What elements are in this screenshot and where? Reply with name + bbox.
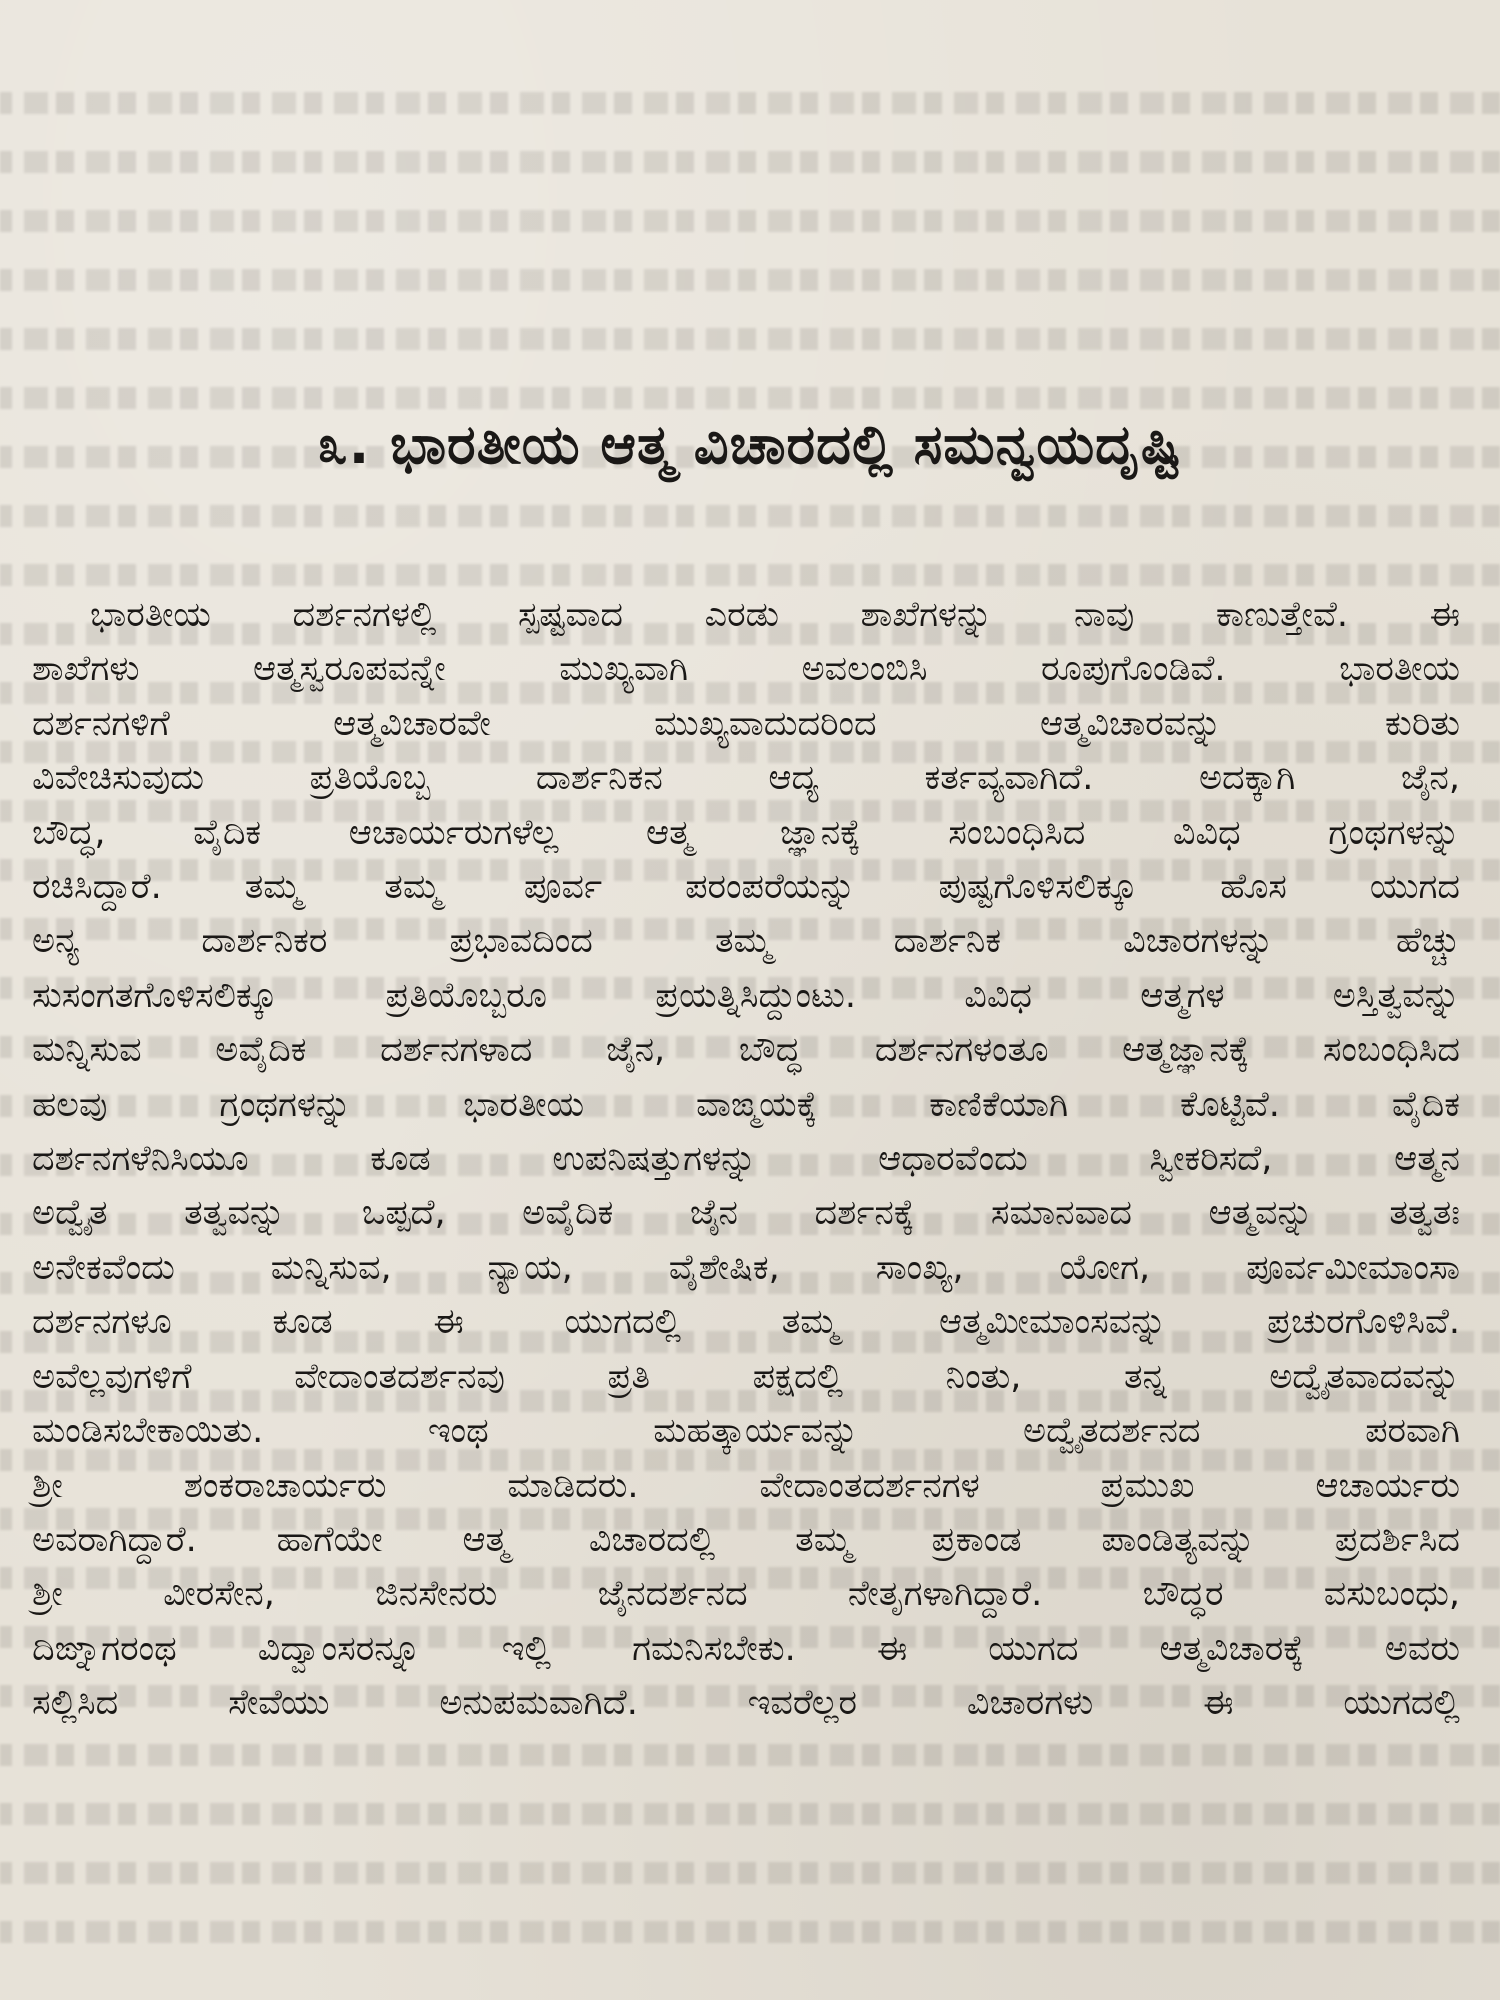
paragraph-line: ಅನ್ಯ ದಾರ್ಶನಿಕರ ಪ್ರಭಾವದಿಂದ ತಮ್ಮ ದಾರ್ಶನಿಕ ವಿಚಾರಗಳನ್ನು ಹೆಚ್ಚು (32, 921, 1460, 962)
paragraph-line: ಅನೇಕವೆಂದು ಮನ್ನಿಸುವ, ನ್ಯಾಯ, ವೈಶೇಷಿಕ, ಸಾಂಖ್ಯ, ಯೋಗ, ಪೂರ್ವಮೀಮಾಂಸಾ (32, 1247, 1460, 1288)
paragraph-line: ಅದ್ವೈತ ತತ್ವವನ್ನು ಒಪ್ಪದೆ, ಅವೈದಿಕ ಜೈನ ದರ್ಶನಕ್ಕೆ ಸಮಾನವಾದ ಆತ್ಮವನ್ನು ತತ್ವತಃ (32, 1193, 1460, 1234)
ghost-line (0, 387, 1500, 409)
paragraph-line: ಮಂಡಿಸಬೇಕಾಯಿತು. ಇಂಥ ಮಹತ್ಕಾರ್ಯವನ್ನು ಅದ್ವೈತದರ್ಶನದ ಪರವಾಗಿ (32, 1411, 1460, 1452)
paragraph-line: ವಿವೇಚಿಸುವುದು ಪ್ರತಿಯೊಬ್ಬ ದಾರ್ಶನಿಕನ ಆದ್ಯ ಕರ್ತವ್ಯವಾಗಿದೆ. ಅದಕ್ಕಾಗಿ ಜೈನ, (32, 758, 1460, 799)
ghost-line (0, 210, 1500, 232)
paragraph-line: ಶ್ರೀ ವೀರಸೇನ, ಜಿನಸೇನರು ಜೈನದರ್ಶನದ ನೇತೃಗಳಾಗಿದ್ದಾರೆ. ಬೌದ್ಧರ ವಸುಬಂಧು, (32, 1574, 1460, 1615)
paragraph-line: ಸುಸಂಗತಗೊಳಿಸಲಿಕ್ಕೂ ಪ್ರತಿಯೊಬ್ಬರೂ ಪ್ರಯತ್ನಿಸಿದ್ದುಂಟು. ವಿವಿಧ ಆತ್ಮಗಳ ಅಸ್ತಿತ್ವವನ್ನು (32, 975, 1460, 1016)
chapter-heading: ೩. ಭಾರತೀಯ ಆತ್ಮ ವಿಚಾರದಲ್ಲಿ ಸಮನ್ವಯದೃಷ್ಟಿ (317, 413, 1183, 476)
ghost-line (0, 151, 1500, 173)
ghost-line (0, 1921, 1500, 1943)
ghost-line (0, 1862, 1500, 1884)
paragraph-line: ರಚಿಸಿದ್ದಾರೆ. ತಮ್ಮ ತಮ್ಮ ಪೂರ್ವ ಪರಂಪರೆಯನ್ನು ಪುಷ್ಟಗೊಳಿಸಲಿಕ್ಕೂ ಹೊಸ ಯುಗದ (32, 867, 1460, 908)
ghost-line (0, 328, 1500, 350)
paragraph-line: ಬೌದ್ಧ, ವೈದಿಕ ಆಚಾರ್ಯರುಗಳೆಲ್ಲ ಆತ್ಮ ಜ್ಞಾನಕ್ಕೆ ಸಂಬಂಧಿಸಿದ ವಿವಿಧ ಗ್ರಂಥಗಳನ್ನು (32, 812, 1460, 853)
paragraph-line: ದರ್ಶನಗಳಿಗೆ ಆತ್ಮವಿಚಾರವೇ ಮುಖ್ಯವಾದುದರಿಂದ ಆತ್ಮವಿಚಾರವನ್ನು ಕುರಿತು (32, 703, 1460, 744)
paragraph-line: ಭಾರತೀಯ ದರ್ಶನಗಳಲ್ಲಿ ಸ್ಪಷ್ಟವಾದ ಎರಡು ಶಾಖೆಗಳನ್ನು ನಾವು ಕಾಣುತ್ತೇವೆ. ಈ (90, 595, 1460, 635)
ghost-line (0, 269, 1500, 291)
paragraph-line: ಅವೆಲ್ಲವುಗಳಿಗೆ ವೇದಾಂತದರ್ಶನವು ಪ್ರತಿ ಪಕ್ಷದಲ್ಲಿ ನಿಂತು, ತನ್ನ ಅದ್ವೈತವಾದವನ್ನು (32, 1356, 1460, 1397)
ghost-line (0, 1744, 1500, 1766)
ghost-line (0, 1803, 1500, 1825)
paragraph-line: ಶ್ರೀ ಶಂಕರಾಚಾರ್ಯರು ಮಾಡಿದರು. ವೇದಾಂತದರ್ಶನಗಳ ಪ್ರಮುಖ ಆಚಾರ್ಯರು (32, 1465, 1460, 1506)
paragraph-line: ಶಾಖೆಗಳು ಆತ್ಮಸ್ವರೂಪವನ್ನೇ ಮುಖ್ಯವಾಗಿ ಅವಲಂಬಿಸಿ ರೂಪುಗೊಂಡಿವೆ. ಭಾರತೀಯ (32, 649, 1460, 690)
paragraph-line: ಹಲವು ಗ್ರಂಥಗಳನ್ನು ಭಾರತೀಯ ವಾಙ್ಮಯಕ್ಕೆ ಕಾಣಿಕೆಯಾಗಿ ಕೊಟ್ಟಿವೆ. ವೈದಿಕ (32, 1084, 1460, 1125)
paragraph-line: ದರ್ಶನಗಳೆನಿಸಿಯೂ ಕೂಡ ಉಪನಿಷತ್ತುಗಳನ್ನು ಆಧಾರವೆಂದು ಸ್ವೀಕರಿಸದೆ, ಆತ್ಮನ (32, 1139, 1460, 1180)
ghost-line (0, 92, 1500, 114)
paragraph-line: ಸಲ್ಲಿಸಿದ ಸೇವೆಯು ಅನುಪಮವಾಗಿದೆ. ಇವರೆಲ್ಲರ ವಿಚಾರಗಳು ಈ ಯುಗದಲ್ಲಿ (32, 1683, 1460, 1724)
ghost-line (0, 564, 1500, 586)
paragraph-line: ದಿಙ್ನಾಗರಂಥ ವಿದ್ವಾಂಸರನ್ನೂ ಇಲ್ಲಿ ಗಮನಿಸಬೇಕು. ಈ ಯುಗದ ಆತ್ಮವಿಚಾರಕ್ಕೆ ಅವರು (32, 1628, 1460, 1669)
ghost-line (0, 505, 1500, 527)
paragraph-line: ಅವರಾಗಿದ್ದಾರೆ. ಹಾಗೆಯೇ ಆತ್ಮ ವಿಚಾರದಲ್ಲಿ ತಮ್ಮ ಪ್ರಕಾಂಡ ಪಾಂಡಿತ್ಯವನ್ನು ಪ್ರದರ್ಶಿಸಿದ (32, 1519, 1460, 1560)
paragraph-line: ಮನ್ನಿಸುವ ಅವೈದಿಕ ದರ್ಶನಗಳಾದ ಜೈನ, ಬೌದ್ಧ ದರ್ಶನಗಳಂತೂ ಆತ್ಮಜ್ಞಾನಕ್ಕೆ ಸಂಬಂಧಿಸಿದ (32, 1030, 1460, 1071)
paragraph-line: ದರ್ಶನಗಳೂ ಕೂಡ ಈ ಯುಗದಲ್ಲಿ ತಮ್ಮ ಆತ್ಮಮೀಮಾಂಸವನ್ನು ಪ್ರಚುರಗೊಳಿಸಿವೆ. (32, 1302, 1460, 1343)
body-paragraph (32, 588, 1460, 1731)
